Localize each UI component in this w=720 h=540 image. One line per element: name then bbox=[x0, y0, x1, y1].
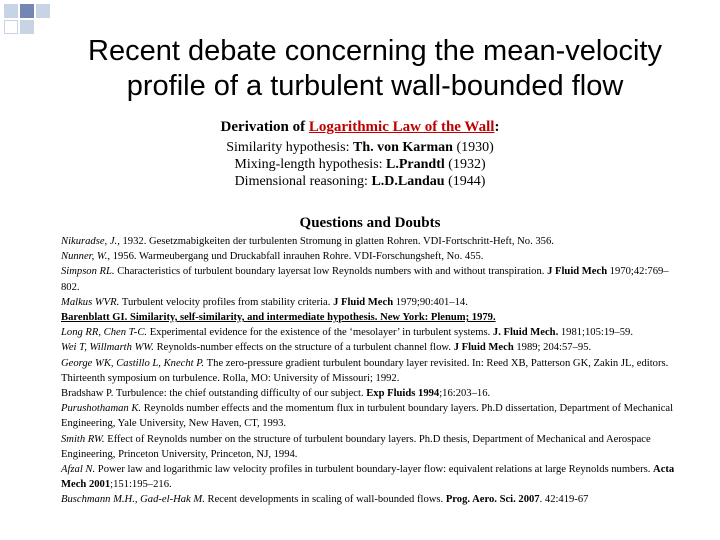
ref-text: Recent developments in scaling of wall-bounded flows. bbox=[207, 494, 446, 506]
ref-text: Reynolds-number effects on the structure of a turbulent channel flow. bbox=[156, 342, 454, 354]
ref-authors: Nunner, W., bbox=[61, 251, 113, 263]
slide-title bbox=[30, 34, 720, 104]
reference-item bbox=[61, 340, 677, 355]
ref-authors: Simpson RL. bbox=[61, 266, 118, 278]
ref-authors: Wei T, Willmarth WW. bbox=[61, 342, 157, 354]
log-law-highlight: Logarithmic Law of the Wall bbox=[308, 119, 495, 135]
ref-authors: Buschmann M.H., Gad-el-Hak M. bbox=[61, 494, 208, 506]
deco-square bbox=[4, 20, 18, 34]
ref-end: 1979;90:401–14. bbox=[393, 296, 468, 308]
reference-item bbox=[61, 295, 677, 310]
reference-item bbox=[61, 234, 677, 249]
reference-item bbox=[61, 492, 677, 507]
ref-end: 1989; 204:57–95. bbox=[513, 342, 592, 354]
ref-journal: J Fluid Mech bbox=[453, 342, 514, 354]
derivation-suffix: : bbox=[494, 119, 500, 135]
ref-text: The zero-pressure gradient turbulent boundary layer revisited. In: Reed XB, Patterson GK, Zakin JL, editors. Thirteenth symposium on turbulence. Rolla, MO: University of Missouri; 1992. bbox=[61, 357, 669, 384]
hypothesis-author: L.Prandtl bbox=[386, 157, 445, 172]
ref-journal: J Fluid Mech bbox=[333, 296, 394, 308]
reference-item bbox=[61, 249, 677, 264]
ref-authors: Nikuradse, J., bbox=[61, 236, 123, 247]
ref-end: ;16:203–16. bbox=[439, 388, 491, 400]
ref-text: Turbulent velocity profiles from stability criteria. bbox=[121, 296, 334, 308]
ref-underlined: Barenblatt GI. Similarity, self-similarity, and intermediate hypothesis. New York: Plenum; 1979. bbox=[61, 312, 496, 324]
reference-item bbox=[61, 401, 677, 431]
ref-text: 1956. Warmeubergang und Druckabfall inrauhen Rohre. VDI-Forschungsheft, No. 455. bbox=[112, 251, 484, 263]
hypothesis-author: Th. von Karman bbox=[352, 140, 453, 155]
ref-end: 1981;105:19–59. bbox=[558, 327, 633, 339]
deco-square bbox=[36, 4, 50, 18]
title-line-2: profile of a turbulent wall-bounded flow bbox=[126, 70, 624, 102]
ref-text: 1932. Gesetzmabigkeiten der turbulenten Stromung in glatten Rohren. VDI-Fortschritt-Heft, No. 356. bbox=[122, 236, 554, 247]
hypothesis-year: (1944) bbox=[444, 174, 486, 189]
derivation-heading bbox=[0, 119, 720, 136]
reference-item bbox=[61, 310, 677, 325]
hypothesis-line bbox=[0, 173, 720, 190]
deco-square bbox=[4, 4, 18, 18]
reference-item bbox=[61, 386, 677, 401]
hypothesis-line bbox=[0, 139, 720, 156]
ref-text: Effect of Reynolds number on the structure of turbulent boundary layers. Ph.D thesis, Department of Mechanical and Aerospace Engineering, Princeton University, Princeton, NJ, 1994. bbox=[61, 433, 651, 460]
ref-journal: J Fluid Mech bbox=[547, 266, 608, 278]
hypothesis-label: Dimensional reasoning: bbox=[234, 174, 372, 189]
hypothesis-line bbox=[0, 156, 720, 173]
ref-authors: Long RR, Chen T-C. bbox=[61, 327, 150, 339]
hypothesis-label: Mixing-length hypothesis: bbox=[234, 157, 387, 172]
title-line-1: Recent debate concerning the mean-velocity bbox=[88, 35, 662, 67]
ref-authors: George WK, Castillo L, Knecht P. bbox=[61, 357, 207, 369]
ref-end: ;151:195–216. bbox=[110, 479, 172, 491]
ref-journal: J. Fluid Mech. bbox=[492, 327, 559, 339]
reference-item bbox=[61, 462, 677, 492]
ref-journal: Acta Mech 2001 bbox=[61, 464, 675, 491]
hypothesis-label: Similarity hypothesis: bbox=[226, 140, 353, 155]
ref-authors: Afzal N. bbox=[61, 464, 98, 476]
reference-item bbox=[61, 264, 677, 294]
ref-text: Bradshaw P. Turbulence: the chief outstanding difficulty of our subject. bbox=[61, 388, 367, 400]
derivation-prefix: Derivation of bbox=[220, 119, 309, 135]
reference-item bbox=[61, 432, 677, 462]
ref-end: 1970;42:769–802. bbox=[61, 266, 669, 293]
ref-authors: Malkus WVR. bbox=[61, 296, 122, 308]
reference-item bbox=[61, 356, 677, 386]
hypothesis-year: (1930) bbox=[452, 140, 494, 155]
questions-heading: Questions and Doubts bbox=[299, 215, 441, 231]
ref-journal: Prog. Aero. Sci. 2007 bbox=[445, 494, 540, 506]
ref-text: Reynolds number effects and the momentum flux in turbulent boundary layers. Ph.D dissertation, Department of Mechanical Engineering, Yale University, New Haven, CT, 1993. bbox=[61, 403, 674, 430]
ref-text: Experimental evidence for the existence of the ‘mesolayer’ in turbulent systems. bbox=[149, 327, 493, 339]
ref-journal: Exp Fluids 1994 bbox=[366, 388, 440, 400]
hypotheses-list bbox=[0, 139, 720, 190]
deco-square bbox=[20, 20, 34, 34]
ref-end: . 42:419-67 bbox=[539, 494, 589, 506]
reference-list bbox=[61, 234, 677, 508]
hypothesis-author: L.D.Landau bbox=[371, 174, 445, 189]
deco-square bbox=[20, 4, 34, 18]
hypothesis-year: (1932) bbox=[444, 157, 486, 172]
ref-authors: Smith RW. bbox=[61, 433, 108, 445]
ref-text: Characteristics of turbulent boundary layersat low Reynolds numbers with and without transpiration. bbox=[117, 266, 548, 278]
ref-text: Power law and logarithmic law velocity profiles in turbulent boundary-layer flow: equivalent relations at large Reynolds numbers. bbox=[97, 464, 654, 476]
ref-authors: Purushothaman K. bbox=[61, 403, 144, 415]
reference-item bbox=[61, 325, 677, 340]
